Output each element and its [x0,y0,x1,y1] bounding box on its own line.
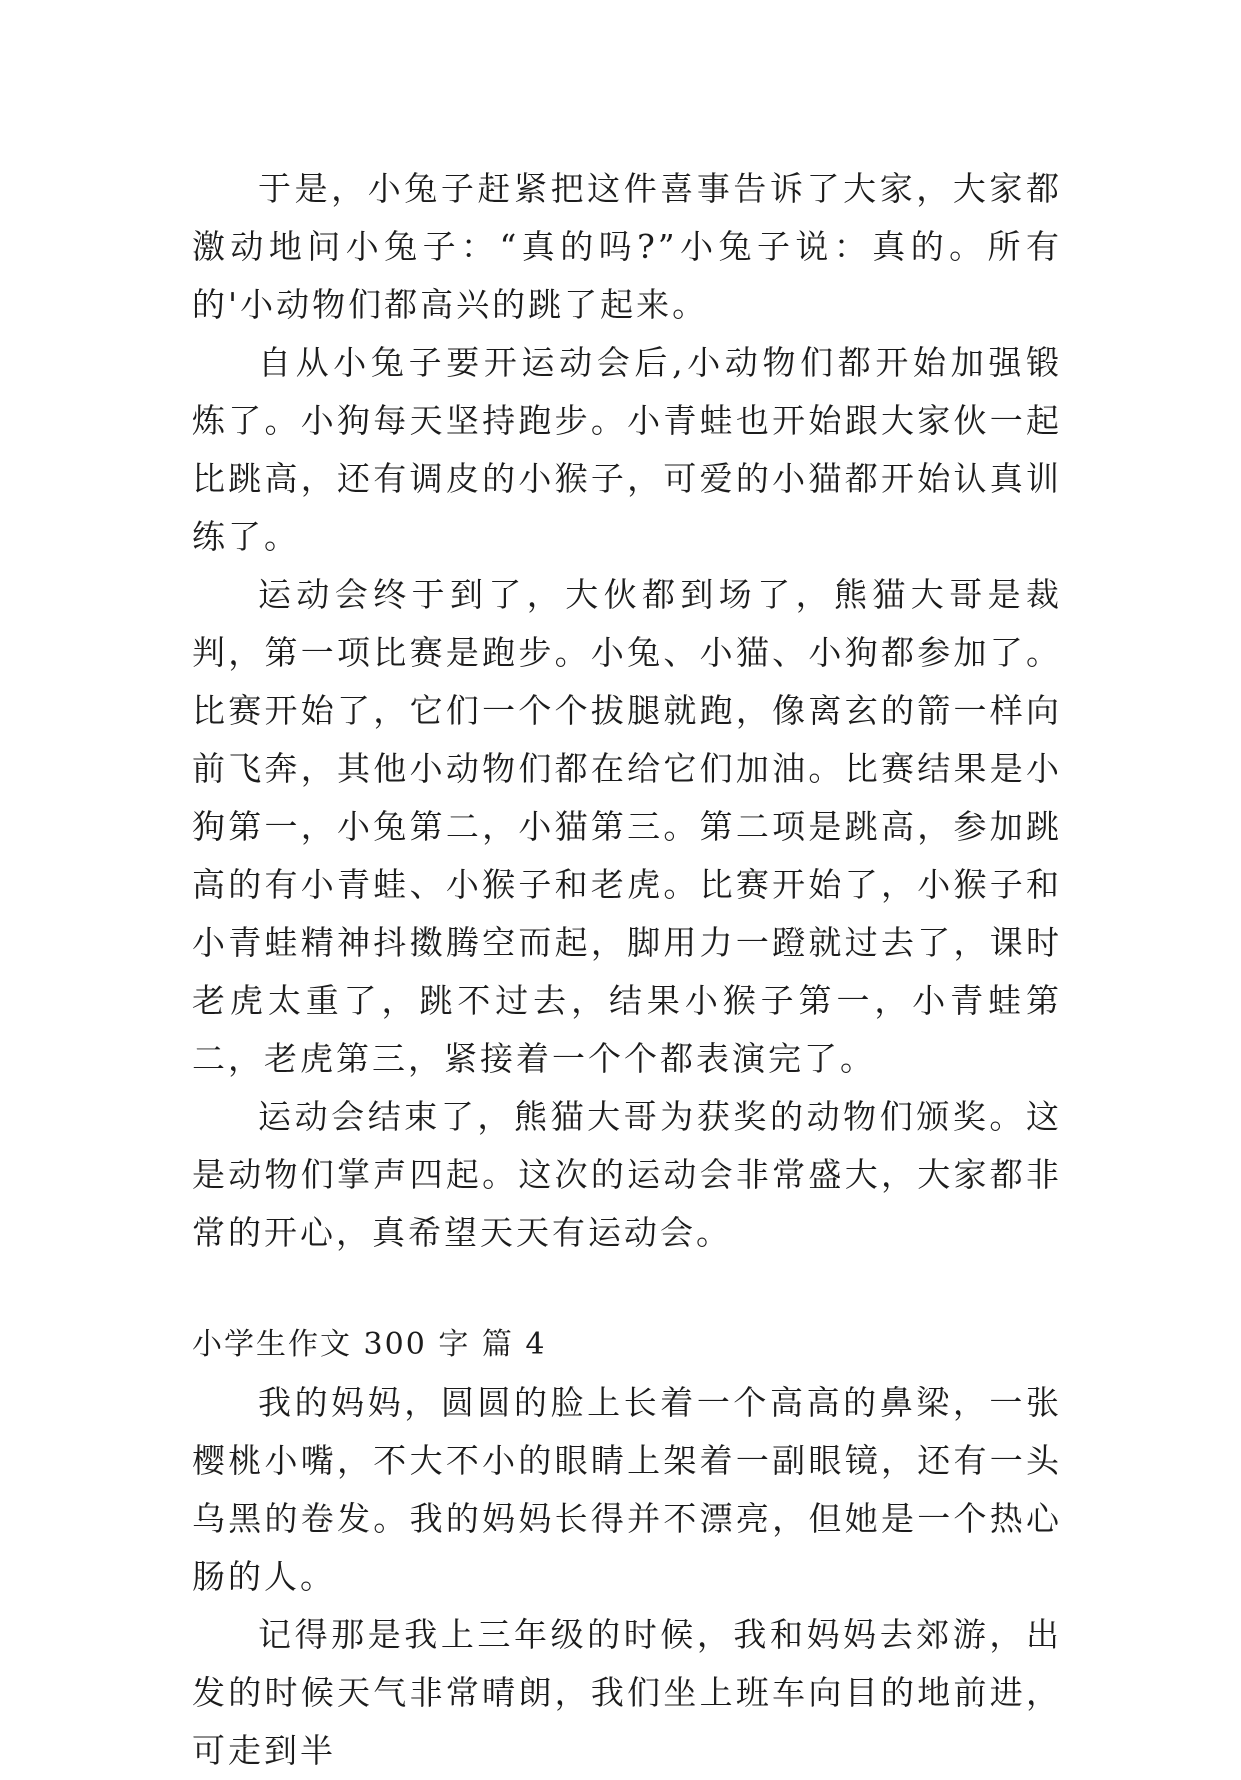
paragraph: 运动会结束了，熊猫大哥为获奖的动物们颁奖。这是动物们掌声四起。这次的运动会非常盛大，大家都非常的开心，真希望天天有运动会。 [192,1097,1062,1252]
document-body [192,160,1062,1780]
paragraph: 我的妈妈，圆圆的脸上长着一个高高的鼻梁，一张樱桃小嘴，不大不小的眼睛上架着一副眼镜，还有一头乌黑的卷发。我的妈妈长得并不漂亮，但她是一个热心肠的人。 [192,1383,1062,1596]
paragraph: 运动会终于到了，大伙都到场了，熊猫大哥是裁判，第一项比赛是跑步。小兔、小猫、小狗都参加了。比赛开始了，它们一个个拔腿就跑，像离玄的箭一样向前飞奔，其他小动物们都在给它们加油。比赛结果是小狗第一，小兔第二，小猫第三。第二项是跳高，参加跳高的有小青蛙、小猴子和老虎。比赛开始了，小猴子和小青蛙精神抖擞腾空而起，脚用力一蹬就过去了，课时老虎太重了，跳不过去，结果小猴子第一，小青蛙第二，老虎第三，紧接着一个个都表演完了。 [192,575,1062,1078]
paragraph: 自从小兔子要开运动会后,小动物们都开始加强锻炼了。小狗每天坚持跑步。小青蛙也开始跟大家伙一起比跳高，还有调皮的小猴子，可爱的小猫都开始认真训练了。 [192,343,1062,556]
section-heading: 小学生作文 300 字 篇 4 [192,1327,547,1362]
paragraph: 于是，小兔子赶紧把这件喜事告诉了大家，大家都激动地问小兔子：“真的吗?”小兔子说：真的。所有的'小动物们都高兴的跳了起来。 [192,169,1062,324]
paragraph: 记得那是我上三年级的时候，我和妈妈去郊游，出发的时候天气非常晴朗，我们坐上班车向目的地前进，可走到半 [192,1615,1062,1770]
